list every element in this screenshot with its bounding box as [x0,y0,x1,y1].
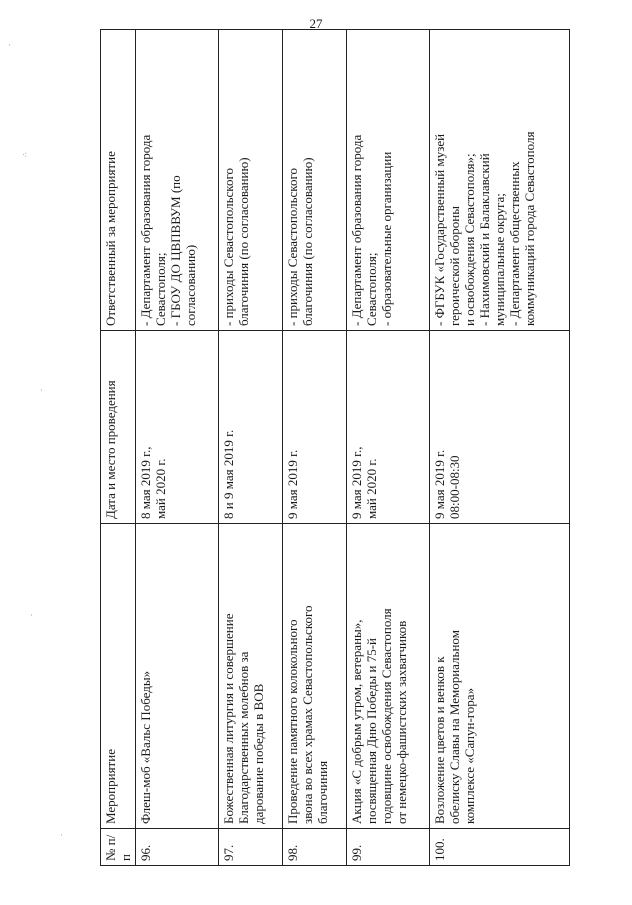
row-event-line: от немецко-фашистских захватчиков [393,620,409,824]
row-event-line: посвященная Дню Победы и 75-й [363,638,379,824]
row-event [346,524,429,829]
row-responsible-line: коммуникаций города Севастополя [521,131,537,326]
row-event-line: благочиния [314,760,330,824]
table-row [429,30,569,866]
row-responsible-line: Севастополя; [363,252,379,326]
row-date-line: май 2020 г. [363,458,379,519]
header-num: № п/п [101,829,136,866]
row-date [136,331,219,524]
row-responsible-line: - образовательные организации [378,151,394,326]
row-responsible-line: благочиния (по согласованию) [299,157,315,326]
row-num: 99. [346,829,429,866]
row-responsible-line: - приходы Севастопольского [284,168,300,326]
row-responsible-line: - Департамент образования города [348,134,364,326]
row-num: 96. [136,829,219,866]
table-row [346,30,429,866]
table-row [282,30,346,866]
row-event-line: Божественная литургия и совершение [220,613,236,824]
row-responsible-line: благочиния (по согласованию) [235,157,251,326]
row-responsible [429,30,569,331]
row-event-line: комплексе «Сапун-гора» [461,687,477,824]
row-responsible-line: муниципальные округа; [491,193,507,326]
row-event-line: звона во всех храмах Севастопольского [299,605,315,824]
row-date [429,331,569,524]
rotated-table-wrapper [100,66,570,866]
row-date-line: 8 мая 2019 г., [138,446,153,519]
header-event: Мероприятие [101,524,136,829]
row-event-line: Возложение цветов и венков к [431,656,447,824]
row-date [346,331,429,524]
row-date-line: 9 мая 2019 г. [431,449,447,519]
row-event [218,524,282,829]
row-event-line: годовщине освобождения Севастополя [378,608,394,824]
row-event [136,524,219,829]
table-row [218,30,282,866]
row-date [218,331,282,524]
row-date-line: 9 мая 2019 г., [348,446,364,519]
row-num: 97. [218,829,282,866]
events-table [100,29,570,866]
row-date-line: 08:00-08:30 [446,455,462,519]
row-responsible-line: согласованию) [183,244,198,326]
row-responsible [136,30,219,331]
row-event-line: Благодарственных молебнов за [235,651,251,824]
row-responsible-line: - ФГБУК «Государственный музей [431,133,447,326]
row-responsible-line: - Департамент образования города [138,134,153,326]
table-row [136,30,219,866]
row-responsible [282,30,346,331]
row-event [429,524,569,829]
row-responsible-line: - ГБОУ ДО ЦВПВВУМ (по [168,175,183,326]
scan-speck: · [8,40,11,50]
scan-speck: ⁖ [22,150,28,160]
row-responsible [346,30,429,331]
page-number: 27 [309,16,323,31]
row-event-line: Проведение памятного колокольного [284,619,300,824]
scan-speck: · [40,385,43,395]
row-event [282,524,346,829]
row-date-line: 8 и 9 мая 2019 г. [220,429,236,519]
row-responsible-line: - приходы Севастопольского [220,168,236,326]
row-date-line: май 2020 г. [153,458,168,519]
row-responsible [218,30,282,331]
row-responsible-line: - Нахимовский и Балаклавский [476,153,492,326]
row-date-line: 9 мая 2019 г. [284,449,300,519]
row-num: 98. [282,829,346,866]
row-event-line: дарование победы в ВОВ [250,683,266,824]
row-responsible-line: героической обороны [446,206,462,326]
scan-speck: · [30,610,33,620]
row-event-line: обелиску Славы на Мемориальном [446,630,462,824]
table-header-row [101,30,136,866]
row-responsible-line: - Департамент общественных [506,161,522,326]
scan-speck: · [60,830,63,840]
row-responsible-line: и освобождения Севастополя»; [461,153,477,326]
row-num: 100. [429,829,569,866]
row-event-line: Акция «С добрым утром, ветераны», [348,619,364,824]
row-date [282,331,346,524]
header-date: Дата и место проведения [101,331,136,524]
header-responsible: Ответственный за мероприятие [101,30,136,331]
row-event-line: Флеш-моб «Вальс Победы» [138,670,153,824]
row-responsible-line: Севастополя; [153,252,168,326]
